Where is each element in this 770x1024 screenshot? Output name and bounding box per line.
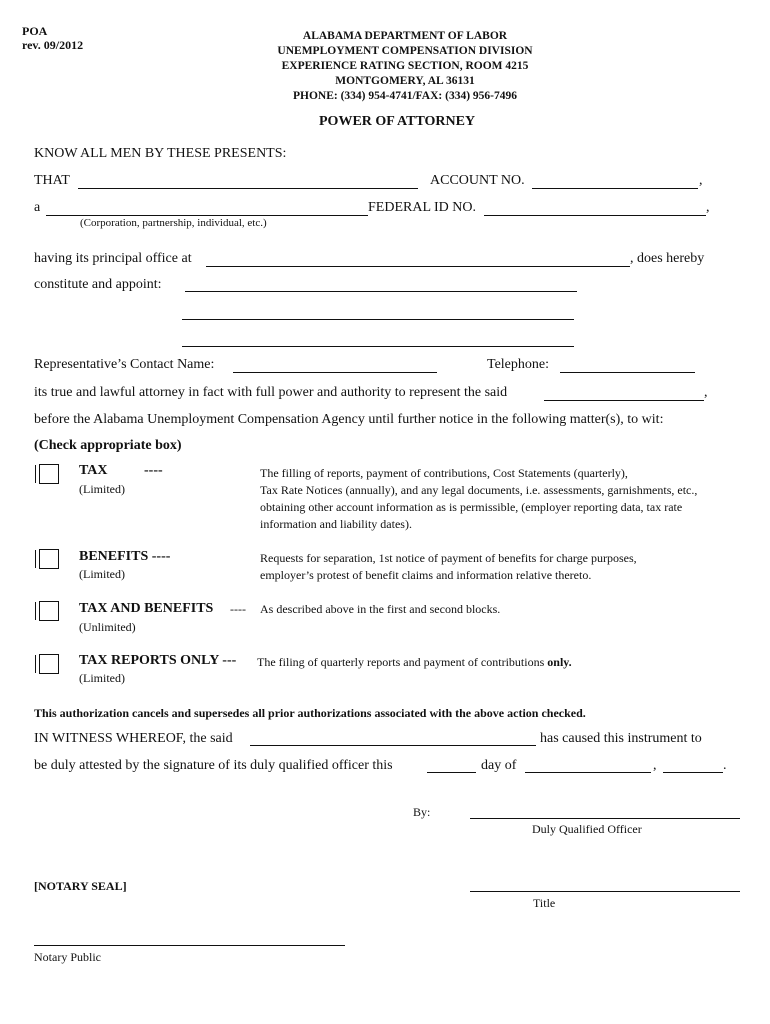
benefits-desc-line-2: employer’s protest of benefit claims and information relative thereto. [260,568,592,582]
cancellation-notice: This authorization cancels and supersedes all prior authorizations associated with the above action checked. [34,706,586,720]
account-number-field[interactable] [532,188,698,189]
attorney-text: its true and lawful attorney in fact with full power and authority to represent the said [34,385,508,400]
entity-type-hint: (Corporation, partnership, individual, etc.) [80,217,267,229]
tax-reports-only-description [257,655,572,670]
benefits-desc-line-1: Requests for separation, 1st notice of payment of benefits for charge purposes, [260,551,637,565]
office-label: having its principal office at [34,251,192,266]
tax-and-benefits-scope: (Unlimited) [79,620,136,634]
tax-and-benefits-dash: ---- [230,602,246,616]
header-line-3: EXPERIENCE RATING SECTION, ROOM 4215 [281,60,529,72]
does-hereby-text: , does hereby [630,251,705,266]
agency-header [220,29,590,104]
day-field[interactable] [427,772,476,773]
a-label: a [34,200,41,215]
tax-desc-line-1: The filling of reports, payment of contributions, Cost Statements (quarterly), [260,466,628,480]
attested-text: be duly attested by the signature of its duly qualified officer this [34,758,393,773]
notary-public-signature-field[interactable] [34,945,345,946]
entity-type-field[interactable] [46,215,368,216]
date-comma: , [653,758,657,773]
witness-entity-field[interactable] [250,745,536,746]
tax-dash: ---- [144,463,163,478]
appointee-line-3[interactable] [182,346,574,347]
benefits-scope: (Limited) [79,567,125,581]
page-title: POWER OF ATTORNEY [319,114,476,129]
officer-label: Duly Qualified Officer [532,822,642,836]
appointee-line-2[interactable] [182,319,574,320]
appointee-line-1[interactable] [185,291,577,292]
that-field[interactable] [78,188,418,189]
appoint-label: constitute and appoint: [34,277,162,292]
form-id: POA [22,24,48,38]
witness-label: IN WITNESS WHEREOF, the said [34,731,233,746]
header-line-5: PHONE: (334) 954-4741/FAX: (334) 956-7496 [292,90,517,102]
federal-comma: , [706,200,710,215]
form-revision: rev. 09/2012 [22,38,84,52]
benefits-checkbox[interactable] [39,549,59,569]
account-label: ACCOUNT NO. [430,173,525,188]
attorney-comma: , [704,385,708,400]
tax-description [260,465,770,533]
benefits-description [260,550,760,584]
tax-desc-line-2: Tax Rate Notices (annually), and any legal documents, i.e. assessments, garnishments, etc., [260,483,698,497]
tax-and-benefits-label: TAX AND BENEFITS [79,601,214,616]
tax-checkbox[interactable] [39,464,59,484]
benefits-label: BENEFITS ---- [79,549,171,564]
caused-text: has caused this instrument to [540,731,702,746]
account-comma: , [699,173,703,188]
officer-signature-field[interactable] [470,818,740,819]
that-label: THAT [34,173,70,188]
represent-entity-field[interactable] [544,400,704,401]
tax-desc-line-4: information and liability dates). [260,517,412,531]
header-line-2: UNEMPLOYMENT COMPENSATION DIVISION [277,45,533,57]
month-field[interactable] [525,772,651,773]
tax-reports-only-label: TAX REPORTS ONLY --- [79,653,237,668]
year-field[interactable] [663,772,723,773]
by-label: By: [413,805,431,819]
tax-scope: (Limited) [79,482,125,496]
intro-text: KNOW ALL MEN BY THESE PRESENTS: [34,146,287,161]
rep-contact-field[interactable] [233,372,437,373]
rep-contact-label: Representative’s Contact Name: [34,357,215,372]
tax-reports-only-desc-emphasis: only. [547,655,572,669]
day-of-label: day of [481,758,517,773]
tax-reports-only-checkbox[interactable] [39,654,59,674]
office-address-field[interactable] [206,266,630,267]
telephone-field[interactable] [560,372,695,373]
tax-and-benefits-checkbox[interactable] [39,601,59,621]
tax-reports-only-scope: (Limited) [79,671,125,685]
telephone-label: Telephone: [487,357,549,372]
title-field[interactable] [470,891,740,892]
tax-desc-line-3: obtaining other account information as is permissible, (employer reporting data, tax rate [260,500,683,514]
federal-id-field[interactable] [484,215,706,216]
notary-public-label: Notary Public [34,950,101,964]
before-agency-text: before the Alabama Unemployment Compensation Agency until further notice in the following matter(s), to wit: [34,412,664,427]
header-line-1: ALABAMA DEPARTMENT OF LABOR [302,30,508,42]
date-period: . [723,758,727,773]
notary-seal-label: [NOTARY SEAL] [34,879,127,893]
header-line-4: MONTGOMERY, AL 36131 [335,75,475,87]
check-instruction: (Check appropriate box) [34,438,182,453]
title-label: Title [533,896,556,910]
tax-and-benefits-description: As described above in the first and second blocks. [260,602,501,616]
tax-reports-only-desc-text: The filing of quarterly reports and payment of contributions [257,655,545,669]
federal-id-label: FEDERAL ID NO. [368,200,476,215]
tax-label: TAX [79,463,108,478]
